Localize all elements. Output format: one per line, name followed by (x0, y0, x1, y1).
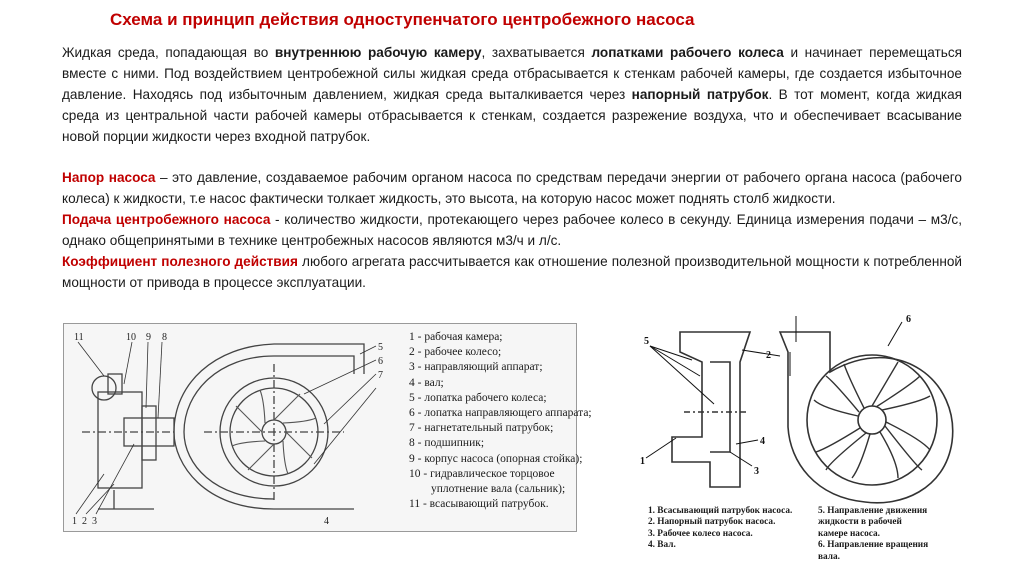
fig2-caption-left (648, 506, 792, 552)
efficiency-paragraph: Коэффициент полезного действия любого агрегата рассчитывается как отношение полезной производительной мощности к потребленной мощности от привода в процессе эксплуатации. (62, 254, 962, 290)
caption-line: 2. Напорный патрубок насоса. (648, 517, 776, 528)
pump-section-figure (63, 323, 592, 532)
fig1-callout: 8 (162, 332, 167, 343)
intro-paragraph: Жидкая среда, попадающая во внутреннюю рабочую камеру, захватывается лопатками рабочего колеса и начинает перемещаться вместе с ними. Под воздействием центробежной силы жидкая среда отбрасывается к стенкам рабочей камеры, где создается избыточное давление. Находясь под избыточным давлением, жидкая среда выталкивается через напорный патрубок. В тот момент, когда жидкая среда из центральной части рабочей камеры отбрасывается к стенкам, создается разрежение воздуха, что и обеспечивает всасывание новой порции жидкости через входной патрубок. (62, 45, 962, 144)
fig2-callout: 4 (760, 436, 765, 447)
page-title: Схема и принцип действия одноступенчатого центробежного насоса (110, 10, 695, 29)
pump-flow-figure (630, 312, 970, 512)
fig1-callout: 3 (92, 516, 97, 527)
term-inner-chamber: внутреннюю рабочую камеру (274, 45, 482, 60)
head-paragraph: Напор насоса – это давление, создаваемое рабочим органом насоса по средствам передачи энергии от рабочего органа насоса (рабочего колеса) к жидкости, т.е насос фактически толкает жидкость, это высота, на которую насос может поднять столб жидкости. (62, 170, 962, 206)
fig1-callout: 1 (72, 516, 77, 527)
pump-flow-drawing (630, 312, 970, 512)
fig2-callout: 5 (644, 336, 649, 347)
legend-item: 2 - рабочее колесо; (409, 346, 502, 359)
term-pump-head: Напор насоса (62, 170, 156, 185)
body-text (62, 42, 962, 293)
fig1-callout: 2 (82, 516, 87, 527)
caption-line: 5. Направление движения (818, 506, 928, 516)
fig2-callout: 6 (906, 314, 911, 325)
term-impeller-blades: лопатками рабочего колеса (591, 45, 784, 60)
caption-line: 4. Вал. (648, 540, 676, 551)
term-discharge-pipe: напорный патрубок (631, 87, 769, 102)
legend-item: 5 - лопатка рабочего колеса; (409, 391, 547, 404)
fig2-callout: 1 (640, 456, 645, 467)
fig1-callout: 7 (378, 370, 383, 381)
legend-item: 3 - направляющий аппарат; (409, 361, 543, 374)
legend-item: 7 - нагнетательный патрубок; (409, 422, 554, 435)
legend-item: уплотнение вала (сальник); (431, 483, 566, 496)
fig1-callout: 4 (324, 516, 329, 527)
fig1-callout: 10 (126, 332, 136, 343)
term-pump-flow: Подача центробежного насоса (62, 212, 271, 227)
legend-item: 10 - гидравлическое торцовое (409, 467, 555, 480)
caption-line: жидкости в рабочей (818, 517, 902, 528)
fig1-callout: 5 (378, 342, 383, 353)
fig2-callout: 2 (766, 350, 771, 361)
legend-item: 4 - вал; (409, 376, 444, 389)
legend-item: 1 - рабочая камера; (409, 331, 503, 343)
fig2-callout: 3 (754, 466, 759, 477)
legend-item: 11 - всасывающий патрубок. (409, 498, 549, 511)
fig1-callout: 9 (146, 332, 151, 343)
caption-line: 1. Всасывающий патрубок насоса. (648, 506, 793, 516)
fig1-legend (409, 330, 592, 512)
term-efficiency: Коэффициент полезного действия (62, 254, 298, 269)
caption-line: вала. (818, 551, 840, 562)
legend-item: 8 - подшипник; (409, 437, 485, 450)
caption-line: 3. Рабочее колесо насоса. (648, 528, 753, 539)
caption-line: 6. Направление вращения (818, 540, 929, 551)
legend-item: 6 - лопатка направляющего аппарата; (409, 407, 592, 420)
flow-paragraph: Подача центробежного насоса - количество жидкости, протекающего через рабочее колесо в секунду. Единица измерения подачи – м3/с, однако общепринятыми в технике центробежных насосов являются м3/ч и л/с. (62, 212, 962, 248)
caption-line: камере насоса. (818, 528, 880, 539)
fig2-caption-right (818, 506, 928, 563)
legend-item: 9 - корпус насоса (опорная стойка); (409, 452, 583, 465)
fig1-callout: 6 (378, 356, 383, 367)
fig1-callout: 11 (74, 332, 84, 343)
